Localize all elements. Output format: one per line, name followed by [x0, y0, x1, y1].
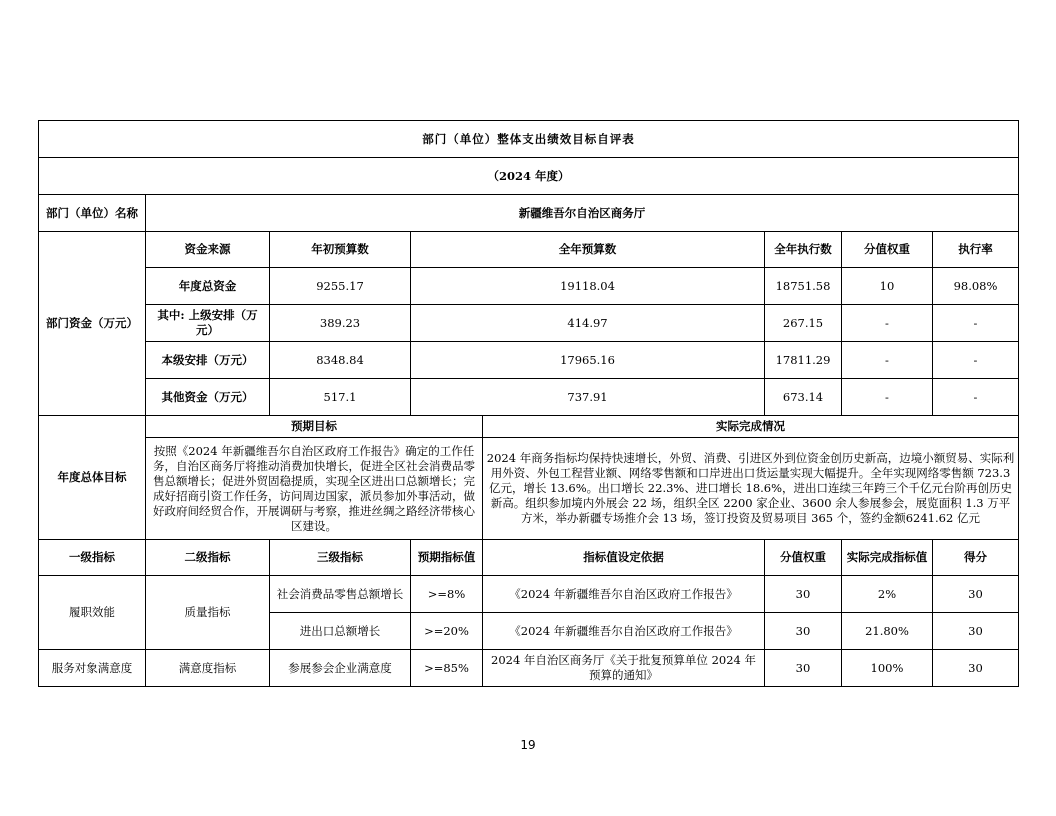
indicator-target: >=20%: [411, 613, 483, 650]
indicator-header: 指标值设定依据: [483, 540, 765, 576]
funds-cell: 267.15: [765, 305, 842, 342]
indicator-level3: 参展参会企业满意度: [270, 650, 411, 687]
funds-cell: 9255.17: [270, 268, 411, 305]
indicator-level1: 服务对象满意度: [39, 650, 146, 687]
indicator-level2: 满意度指标: [146, 650, 270, 687]
funds-cell: 98.08%: [933, 268, 1019, 305]
evaluation-table: [38, 120, 1019, 687]
funds-cell: 389.23: [270, 305, 411, 342]
funds-cell: 673.14: [765, 379, 842, 416]
indicator-basis: 2024 年自治区商务厅《关于批复预算单位 2024 年预算的通知》: [483, 650, 765, 687]
indicator-actual: 100%: [842, 650, 933, 687]
indicator-score: 30: [933, 576, 1019, 613]
indicator-score: 30: [933, 650, 1019, 687]
expected-goal-text: 按照《2024 年新疆维吾尔自治区政府工作报告》确定的工作任务，自治区商务厅将推动消费加快增长，促进全区社会消费品零售总额增长；促进外贸固稳提质，实现全区进出口总额增长；完成好招商引资工作任务，访问周边国家，派员参加外事活动，做好政府间经贸合作，开展调研与考察，推进丝绸之路经济带核心区建设。: [146, 438, 483, 540]
funds-cell: 17811.29: [765, 342, 842, 379]
funds-source: 其他资金（万元）: [146, 379, 270, 416]
indicator-weight: 30: [765, 613, 842, 650]
dept-name-value: 新疆维吾尔自治区商务厅: [146, 195, 1019, 232]
indicator-header: 三级指标: [270, 540, 411, 576]
funds-cell: 10: [842, 268, 933, 305]
indicator-level3: 进出口总额增长: [270, 613, 411, 650]
year-label: （2024 年度）: [39, 158, 1019, 195]
indicator-header: 二级指标: [146, 540, 270, 576]
indicator-level2: 质量指标: [146, 576, 270, 650]
funds-source: 年度总资金: [146, 268, 270, 305]
funds-header: 年初预算数: [270, 232, 411, 268]
indicator-actual: 2%: [842, 576, 933, 613]
funds-cell: 18751.58: [765, 268, 842, 305]
funds-cell: -: [933, 342, 1019, 379]
funds-cell: 17965.16: [411, 342, 765, 379]
indicator-header: 预期指标值: [411, 540, 483, 576]
indicator-level1: 履职效能: [39, 576, 146, 650]
funds-header: 执行率: [933, 232, 1019, 268]
expected-goal-header: 预期目标: [146, 416, 483, 438]
funds-header: 全年执行数: [765, 232, 842, 268]
funds-row-label: 部门资金（万元）: [39, 232, 146, 416]
indicator-actual: 21.80%: [842, 613, 933, 650]
indicator-header: 一级指标: [39, 540, 146, 576]
funds-cell: -: [842, 305, 933, 342]
funds-header: 资金来源: [146, 232, 270, 268]
funds-cell: 737.91: [411, 379, 765, 416]
funds-source: 本级安排（万元）: [146, 342, 270, 379]
funds-cell: -: [933, 379, 1019, 416]
indicator-target: >=85%: [411, 650, 483, 687]
page-number: 19: [520, 738, 536, 752]
funds-cell: 19118.04: [411, 268, 765, 305]
indicator-header: 得分: [933, 540, 1019, 576]
actual-result-header: 实际完成情况: [483, 416, 1019, 438]
dept-name-label: 部门（单位）名称: [39, 195, 146, 232]
funds-cell: -: [842, 379, 933, 416]
indicator-score: 30: [933, 613, 1019, 650]
funds-cell: -: [933, 305, 1019, 342]
table-title: 部门（单位）整体支出绩效目标自评表: [39, 121, 1019, 158]
indicator-basis: 《2024 年新疆维吾尔自治区政府工作报告》: [483, 613, 765, 650]
actual-result-text: 2024 年商务指标均保持快速增长，外贸、消费、引进区外到位资金创历史新高，边境小额贸易、实际利用外资、外包工程营业额、网络零售额和口岸进出口货运量实现大幅提升。全年实现网络零售额 723.3 亿元，增长 13.6%。出口增长 22.3%、进口增长 18.6%，进出口连续三年跨三个千亿元台阶再创历史新高。组织参加境内外展会 22 场，组织全区 2200 家企业、3600 余人参展参会，展览面积 1.3 万平方米，举办新疆专场推介会 13 场，签订投资及贸易项目 365 个，签约金额6241.62 亿元: [483, 438, 1019, 540]
indicator-weight: 30: [765, 650, 842, 687]
indicator-level3: 社会消费品零售总额增长: [270, 576, 411, 613]
funds-header: 分值权重: [842, 232, 933, 268]
funds-cell: -: [842, 342, 933, 379]
indicator-target: >=8%: [411, 576, 483, 613]
funds-cell: 8348.84: [270, 342, 411, 379]
indicator-weight: 30: [765, 576, 842, 613]
funds-cell: 517.1: [270, 379, 411, 416]
funds-source: 其中: 上级安排（万元）: [146, 305, 270, 342]
goals-row-label: 年度总体目标: [39, 416, 146, 540]
indicator-header: 分值权重: [765, 540, 842, 576]
funds-cell: 414.97: [411, 305, 765, 342]
table-row: [39, 650, 1019, 687]
table-row: [39, 576, 1019, 613]
indicator-header: 实际完成指标值: [842, 540, 933, 576]
funds-header: 全年预算数: [411, 232, 765, 268]
indicator-basis: 《2024 年新疆维吾尔自治区政府工作报告》: [483, 576, 765, 613]
